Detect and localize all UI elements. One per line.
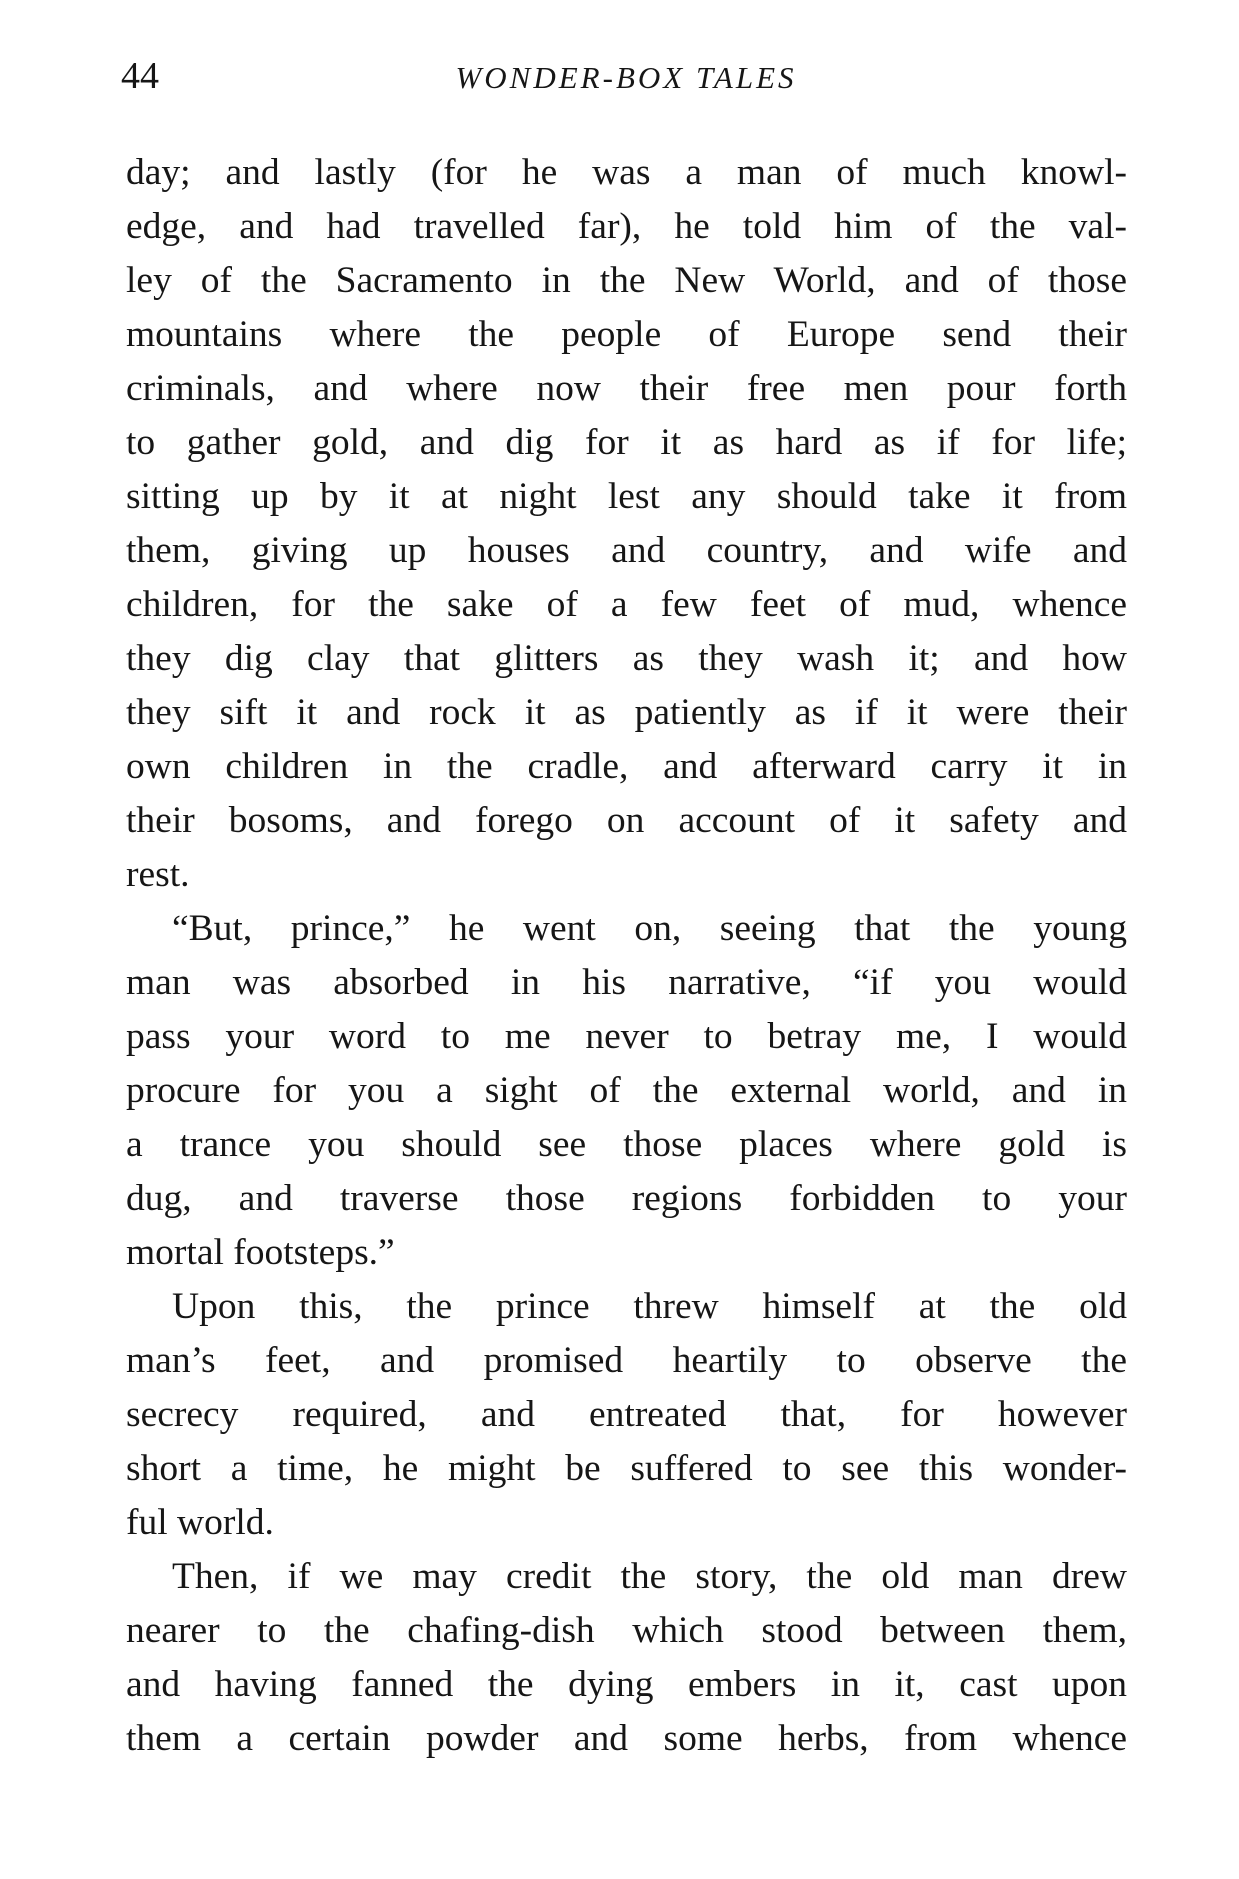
text-line: and having fanned the dying embers in it, cast upon xyxy=(126,1664,1127,1705)
text-line: procure for you a sight of the external world, and in xyxy=(126,1070,1127,1111)
text-line: edge, and had travelled far), he told him of the val- xyxy=(126,206,1127,247)
body-text xyxy=(126,146,1127,1766)
text-line: nearer to the chafing-dish which stood between them, xyxy=(126,1610,1127,1651)
text-line: own children in the cradle, and afterward carry it in xyxy=(126,746,1127,787)
running-title: WONDER-BOX TALES xyxy=(455,60,797,95)
text-line: them, giving up houses and country, and wife and xyxy=(126,530,1127,571)
text-line: rest. xyxy=(126,854,190,895)
text-line: criminals, and where now their free men pour forth xyxy=(126,368,1127,409)
text-line: they sift it and rock it as patiently as if it were their xyxy=(126,692,1127,733)
text-line: man’s feet, and promised heartily to observe the xyxy=(126,1340,1127,1381)
text-line: sitting up by it at night lest any should take it from xyxy=(126,476,1127,517)
text-line: Then, if we may credit the story, the old man drew xyxy=(172,1556,1127,1597)
text-line: dug, and traverse those regions forbidden to your xyxy=(126,1178,1127,1219)
text-line: them a certain powder and some herbs, from whence xyxy=(126,1718,1127,1759)
text-line: Upon this, the prince threw himself at the old xyxy=(172,1286,1127,1327)
text-line: ful world. xyxy=(126,1502,274,1543)
text-line: mortal footsteps.” xyxy=(126,1232,395,1273)
text-line: mountains where the people of Europe send their xyxy=(126,314,1127,355)
text-line: “But, prince,” he went on, seeing that the young xyxy=(172,908,1127,949)
text-line: day; and lastly (for he was a man of much knowl- xyxy=(126,152,1127,193)
text-line: man was absorbed in his narrative, “if you would xyxy=(126,962,1127,1003)
text-line: their bosoms, and forego on account of it safety and xyxy=(126,800,1127,841)
text-line: children, for the sake of a few feet of mud, whence xyxy=(126,584,1127,625)
text-line: ley of the Sacramento in the New World, and of those xyxy=(126,260,1127,301)
page-number: 44 xyxy=(121,55,159,97)
text-line: they dig clay that glitters as they wash it; and how xyxy=(126,638,1127,679)
text-line: pass your word to me never to betray me, I would xyxy=(126,1016,1127,1057)
text-line: a trance you should see those places where gold is xyxy=(126,1124,1127,1165)
text-line: to gather gold, and dig for it as hard as if for life; xyxy=(126,422,1127,463)
text-line: short a time, he might be suffered to see this wonder- xyxy=(126,1448,1127,1489)
running-head xyxy=(121,56,1131,96)
text-line: secrecy required, and entreated that, for however xyxy=(126,1394,1127,1435)
